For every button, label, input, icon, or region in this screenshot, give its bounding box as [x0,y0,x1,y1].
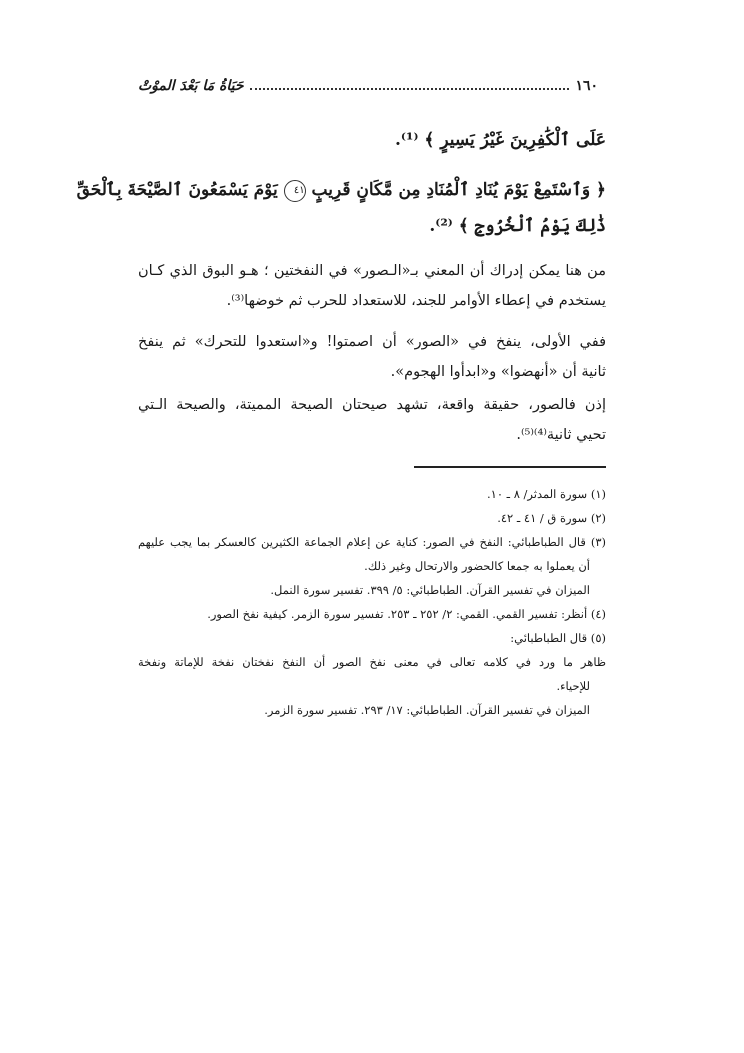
paragraph-line: إذن فالصور، حقيقة واقعة، تشهد صيحتان الصيحة المميتة، والصيحة الـتي [138,397,606,413]
quran-verse-line-1: عَلَى ٱلْكَٰفِرِينَ غَيْرُ يَسِيرٍ ﴾ ⁽¹⁾. [395,130,606,150]
quran-verse-line-3: ذَٰلِكَ يَوْمُ ٱلْخُرُوجِ ﴾ ⁽²⁾. [429,216,606,236]
footnote-5: (٥) قال الطباطبائي: [510,631,606,645]
paragraph-line: ثانية أن «أنهضوا» و«ابدأوا الهجوم». [390,364,606,380]
footnote-4: (٤) أنظر: تفسير القمي. القمي: ٢/ ٢٥٢ ـ ٢٥٣. تفسير سورة الزمر. كيفية نفخ الصور. [207,607,606,621]
footnote-3: (٣) قال الطباطبائي: النفخ في الصور: كناية عن إعلام الجماعة الكثيرين كالعسكر بما يجب عليهم [138,535,606,549]
running-title: حَيَاةُ مَا بَعْدَ الموْتْ [138,78,244,94]
footnote-5-source: الميزان في تفسير القرآن. الطباطبائي: ١٧/ ٢٩٣. تفسير سورة الزمر. [264,703,590,717]
paragraph-line: من هنا يمكن إدراك أن المعني بـ«الـصور» في النفختين ؛ هـو البوق الذي كـان [138,263,606,279]
paragraph-1 [138,256,606,316]
page-number: ١٦٠ [575,78,598,94]
footnote-1: (١) سورة المدثر/ ٨ ـ ١٠. [487,487,606,501]
footnote-2: (٢) سورة ق / ٤١ ـ ٤٢. [497,511,606,525]
footnote-separator [414,466,606,468]
paragraph-line: تحيي ثانية⁽⁴⁾⁽⁵⁾. [516,427,606,443]
paragraph-2 [138,327,606,387]
footnote-3-source: الميزان في تفسير القرآن. الطباطبائي: ٥/ ٣٩٩. تفسير سورة النمل. [270,583,590,597]
verse-text-part-1: ﴿ وَٱسْتَمِعْ يَوْمَ يُنَادِ ٱلْمُنَادِ مِن مَّكَانٍ قَرِيبٍ [311,180,606,200]
page-header [138,74,598,98]
footnotes [138,482,606,722]
footnote-5-quote: ظاهر ما ورد في كلامه تعالى في معنى نفخ الصور أن النفخ نفختان نفخة للإماتة ونفخة [138,655,606,669]
quran-verse-line-2 [76,178,606,202]
dotted-leader [250,88,570,90]
paragraph-3 [138,390,606,450]
footnote-3-continuation: أن يعملوا به جمعا كالحضور والارتحال وغير ذلك. [364,559,590,573]
footnote-5-quote-continuation: للإحياء. [556,679,590,693]
paragraph-line: يستخدم في إعطاء الأوامر للجند، للاستعداد للحرب ثم خوضها⁽³⁾. [226,293,606,309]
ayah-number-mark: ٤١ [284,180,306,202]
paragraph-line: ففي الأولى، ينفخ في «الصور» أن اصمتوا! و«استعدوا للتحرك» ثم ينفخ [138,334,606,350]
verse-text-part-2: يَوْمَ يَسْمَعُونَ ٱلصَّيْحَةَ بِٱلْحَقِّ [76,180,278,200]
